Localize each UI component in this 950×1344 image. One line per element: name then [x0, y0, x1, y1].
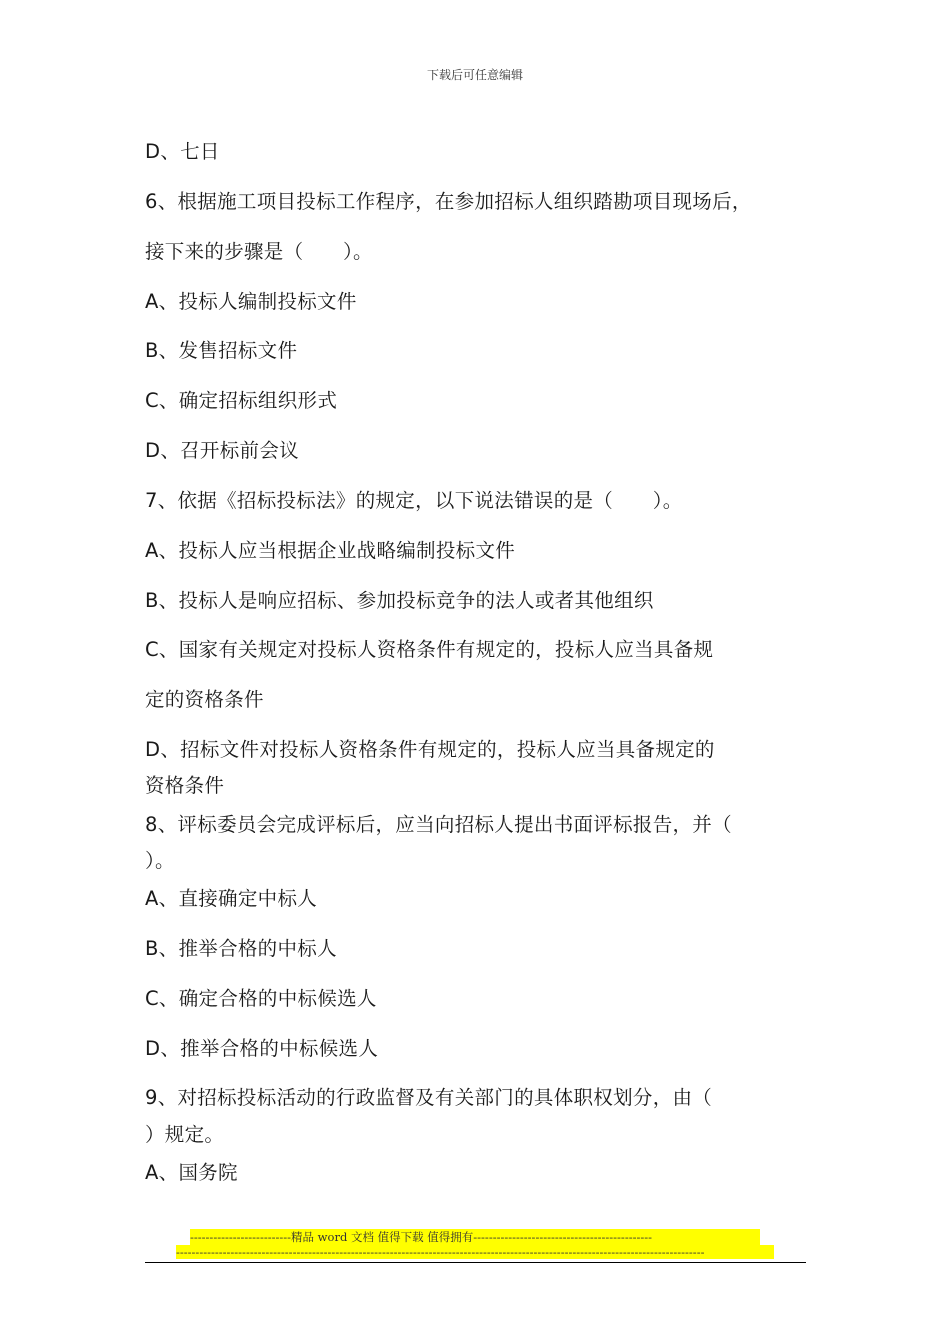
question-text: 7、依据《招标投标法》的规定，以下说法错误的是（ ）。: [145, 489, 683, 512]
answer-option: B、投标人是响应招标、参加投标竞争的法人或者其他组织: [145, 589, 654, 612]
question-text: ）。: [145, 849, 175, 872]
answer-option: D、召开标前会议: [145, 439, 299, 462]
question-text: 8、评标委员会完成评标后，应当向招标人提出书面评标报告，并（: [145, 813, 732, 836]
question-text: ）规定。: [145, 1123, 225, 1146]
answer-option: C、国家有关规定对投标人资格条件有规定的，投标人应当具备规: [145, 638, 714, 661]
question-text: 6、根据施工项目投标工作程序，在参加招标人组织踏勘项目现场后，: [145, 190, 752, 213]
answer-option: D、推举合格的中标候选人: [145, 1037, 379, 1060]
footer-banner-dashes: ----------------------------------------------------------------------------------------------------------------------------------------: [176, 1245, 774, 1259]
answer-option: D、招标文件对投标人资格条件有规定的，投标人应当具备规定的: [145, 738, 715, 761]
answer-option: B、推举合格的中标人: [145, 937, 337, 960]
question-text: 接下来的步骤是（ ）。: [145, 240, 373, 263]
answer-option: A、投标人编制投标文件: [145, 290, 357, 313]
footer-divider: [145, 1262, 806, 1263]
answer-option: A、国务院: [145, 1161, 238, 1184]
answer-option: C、确定招标组织形式: [145, 389, 338, 412]
footer-banner: --------------------------精品 word 文档 值得下载 值得拥有----------------------------------------------: [190, 1229, 760, 1245]
answer-option: A、直接确定中标人: [145, 887, 318, 910]
answer-option: A、投标人应当根据企业战略编制投标文件: [145, 539, 516, 562]
answer-option: 定的资格条件: [145, 688, 264, 711]
answer-option: B、发售招标文件: [145, 339, 298, 362]
answer-option: 资格条件: [145, 774, 225, 797]
page-header: 下载后可任意编辑: [426, 68, 523, 82]
text-line: D、七日: [145, 140, 220, 163]
answer-option: C、确定合格的中标候选人: [145, 987, 377, 1010]
question-text: 9、对招标投标活动的行政监督及有关部门的具体职权划分，由（: [145, 1086, 713, 1109]
